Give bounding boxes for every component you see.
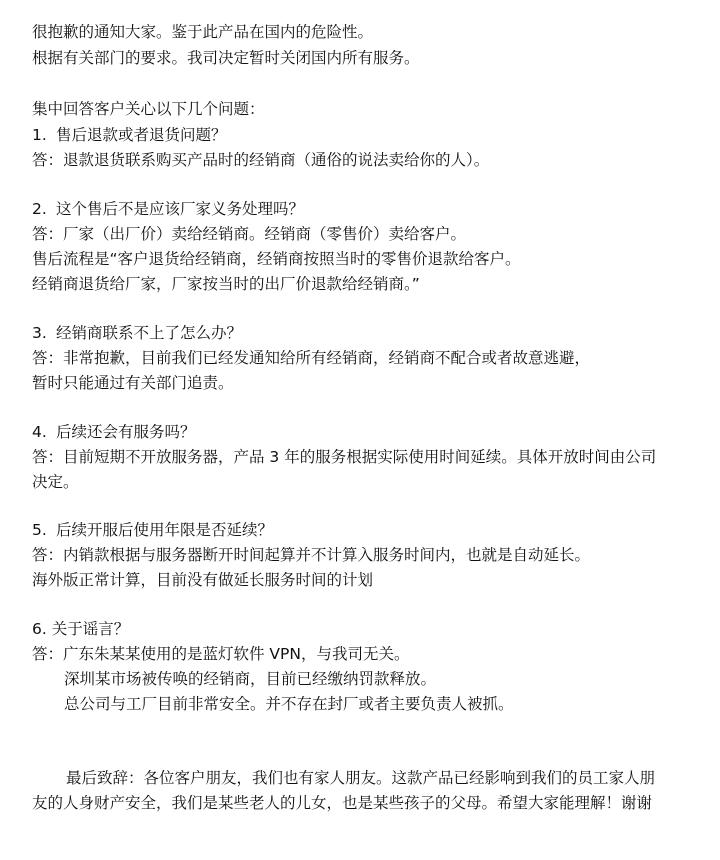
question-text: 经销商联系不上了怎么办？ [56,324,243,342]
answer-line: 暂时只能通过有关部门追责。 [32,374,234,392]
question-number: 2. [32,200,47,218]
question-number: 5. [32,521,47,539]
answer-line: 答：内销款根据与服务器断开时间起算并不计算入服务时间内，也就是自动延长。 [32,546,591,564]
answer-line: 答：目前短期不开放服务器，产品 3 年的服务根据实际使用时间延续。具体开放时间由公司 [32,448,657,466]
question-number: 3. [32,324,47,342]
question-title [32,617,702,641]
answer-line: 答：退款退货联系购买产品时的经销商（通俗的说法卖给你的人）。 [32,151,490,169]
question-title [32,518,702,542]
closing-line: 最后致辞：各位客户朋友，我们也有家人朋友。这款产品已经影响到我们的员工家人朋 [66,769,656,787]
answer-line: 决定。 [32,473,79,491]
question-text: 这个售后不是应该厂家义务处理吗？ [56,200,305,218]
question-text: 后续还会有服务吗？ [56,423,196,441]
closing-line: 友的人身财产安全，我们是某些老人的儿女，也是某些孩子的父母。希望大家能理解！谢谢 [32,794,653,812]
answer-line: 答：广东朱某某使用的是蓝灯软件 VPN，与我司无关。 [32,645,410,663]
question-title [32,321,702,345]
question-text: 售后退款或者退货问题？ [56,126,227,144]
answer-line: 售后流程是“客户退货给经销商，经销商按照当时的零售价退款给客户。 [32,250,521,268]
answer-line: 答：厂家（出厂价）卖给经销商。经销商（零售价）卖给客户。 [32,225,467,243]
answer-line: 深圳某市场被传唤的经销商，目前已经缴纳罚款释放。 [64,670,437,688]
faq-heading: 集中回答客户关心以下几个问题： [32,100,265,118]
question-number: 1. [32,126,47,144]
answer-line: 经销商退货给厂家，厂家按当时的出厂价退款给经销商。” [32,275,420,293]
question-text: 后续开服后使用年限是否延续？ [56,521,274,539]
question-title [32,123,702,147]
question-title [32,197,702,221]
question-text: 关于谣言？ [51,620,130,638]
question-title [32,420,702,444]
answer-line: 答：非常抱歉，目前我们已经发通知给所有经销商，经销商不配合或者故意逃避， [32,349,591,367]
answer-line: 海外版正常计算，目前没有做延长服务时间的计划 [32,571,374,589]
question-number: 6. [32,620,47,638]
intro-line: 很抱歉的通知大家。鉴于此产品在国内的危险性。 [32,23,374,41]
answer-line: 总公司与工厂目前非常安全。并不存在封厂或者主要负责人被抓。 [64,695,514,713]
intro-line: 根据有关部门的要求。我司决定暂时关闭国内所有服务。 [32,49,420,67]
question-number: 4. [32,423,47,441]
